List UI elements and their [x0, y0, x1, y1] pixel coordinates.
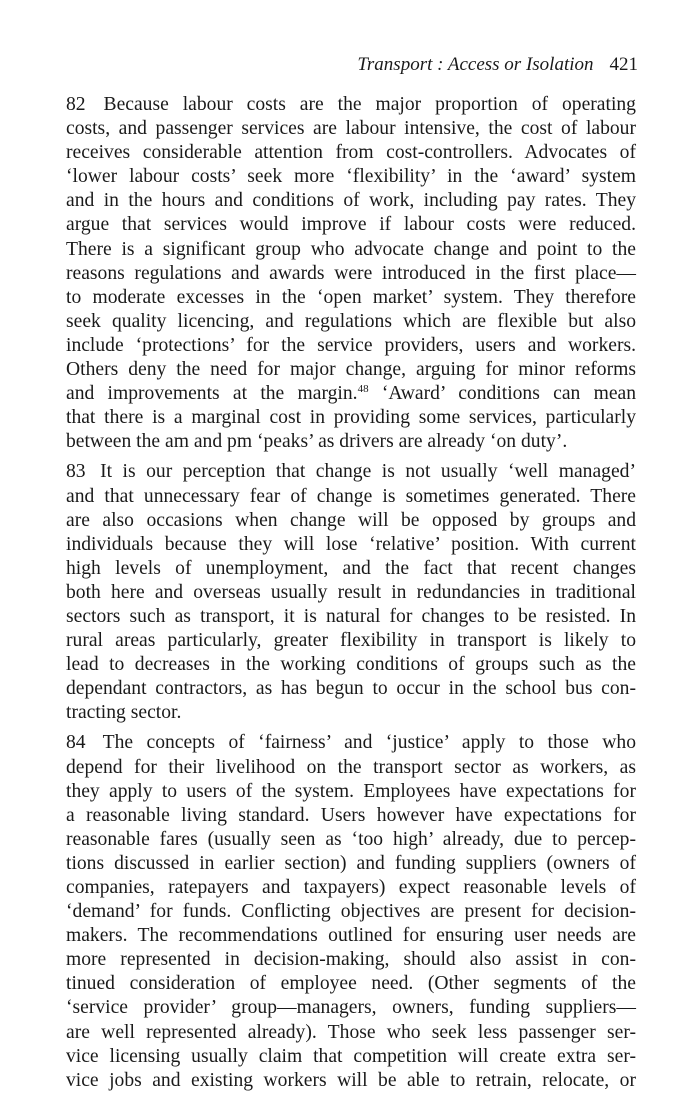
running-head-title: Transport : Access or Isolation — [357, 54, 594, 75]
text-line: include ‘protections’ for the service providers, users and workers. — [66, 334, 636, 356]
text-line: depend for their livelihood on the transport sector as workers, as — [66, 756, 636, 778]
text-line: tinued consideration of employee need. (Other segments of the — [66, 973, 636, 995]
text-line: reasonable fares (usually seen as ‘too high’ already, due to percep- — [66, 828, 636, 850]
paragraph-number: 82 — [66, 94, 86, 115]
text-line: are also occasions when change will be opposed by groups and — [66, 509, 636, 531]
text-line: costs, and passenger services are labour intensive, the cost of labour — [66, 118, 636, 140]
text-line: receives considerable attention from cost-controllers. Advocates of — [66, 142, 636, 164]
paragraph-84 — [66, 731, 636, 1092]
text-line: companies, ratepayers and taxpayers) expect reasonable levels of — [66, 877, 636, 898]
text-line: 83 It is our perception that change is not usually ‘well managed’ — [66, 461, 636, 483]
text-line: and in the hours and conditions of work, including pay rates. They — [66, 190, 636, 212]
paragraph-number: 83 — [66, 461, 86, 483]
text-line: and that unnecessary fear of change is sometimes generated. There — [66, 485, 636, 507]
body-text — [66, 93, 636, 1099]
text-line: that there is a marginal cost in providing some services, particularly — [66, 407, 636, 429]
text-line: individuals because they will lose ‘relative’ position. With current — [66, 533, 636, 555]
text-line: to moderate excesses in the ‘open market’ system. They therefore — [66, 286, 636, 308]
text-line: rural areas particularly, greater flexibility in transport is likely to — [66, 630, 636, 652]
text-line: ‘service provider’ group—managers, owners, funding suppliers— — [66, 997, 636, 1019]
paragraph-82 — [66, 93, 636, 454]
text-line: dependant contractors, as has begun to occur in the school bus con- — [66, 678, 636, 700]
text-line: are well represented already). Those who seek less passenger ser- — [66, 1021, 636, 1043]
text-line: a reasonable living standard. Users however have expectations for — [66, 804, 636, 826]
text-line: tions discussed in earlier section) and funding suppliers (owners of — [66, 852, 636, 874]
text-line: high levels of unemployment, and the fact that recent changes — [66, 557, 636, 579]
text-line: 82 Because labour costs are the major proportion of operating — [66, 94, 636, 115]
text-line: and improvements at the margin.$^{48}$ ‘Award’ conditions can mean — [66, 383, 637, 405]
text-line: tracting sector. — [66, 702, 182, 724]
text-line: both here and overseas usually result in redundancies in traditional — [66, 581, 636, 603]
running-head — [357, 53, 638, 77]
paragraph-83 — [66, 460, 636, 725]
footnote-reference: 48 — [357, 383, 369, 396]
text-line: There is a significant group who advocate change and point to the — [66, 238, 636, 260]
text-line: ‘demand’ for funds. Conflicting objectives are present for decision- — [66, 901, 636, 923]
text-line: between the am and pm ‘peaks’ as drivers are already ‘on duty’. — [66, 431, 568, 453]
page-number: 421 — [609, 54, 638, 75]
paragraph-number: 84 — [66, 732, 86, 754]
text-line: reasons regulations and awards were introduced in the first place— — [66, 262, 636, 284]
text-line: vice licensing usually claim that competition will create extra ser- — [66, 1045, 636, 1067]
text-line: makers. The recommendations outlined for ensuring user needs are — [66, 925, 636, 947]
text-line: lead to decreases in the working conditions of groups such as the — [66, 654, 636, 676]
text-line: more represented in decision-making, should also assist in con- — [66, 949, 636, 971]
text-line: argue that services would improve if labour costs were reduced. — [66, 214, 636, 236]
text-line: ‘lower labour costs’ seek more ‘flexibility’ in the ‘award’ system — [66, 166, 636, 188]
text-line: sectors such as transport, it is natural for changes to be resisted. In — [66, 605, 636, 627]
text-line: vice jobs and existing workers will be able to retrain, relocate, or — [66, 1069, 636, 1091]
text-line: they apply to users of the system. Employees have expectations for — [66, 780, 636, 802]
text-line: Others deny the need for major change, arguing for minor reforms — [66, 359, 636, 381]
text-line: 84 The concepts of ‘fairness’ and ‘justice’ apply to those who — [66, 732, 636, 754]
text-line: seek quality licencing, and regulations which are flexible but also — [66, 310, 636, 332]
